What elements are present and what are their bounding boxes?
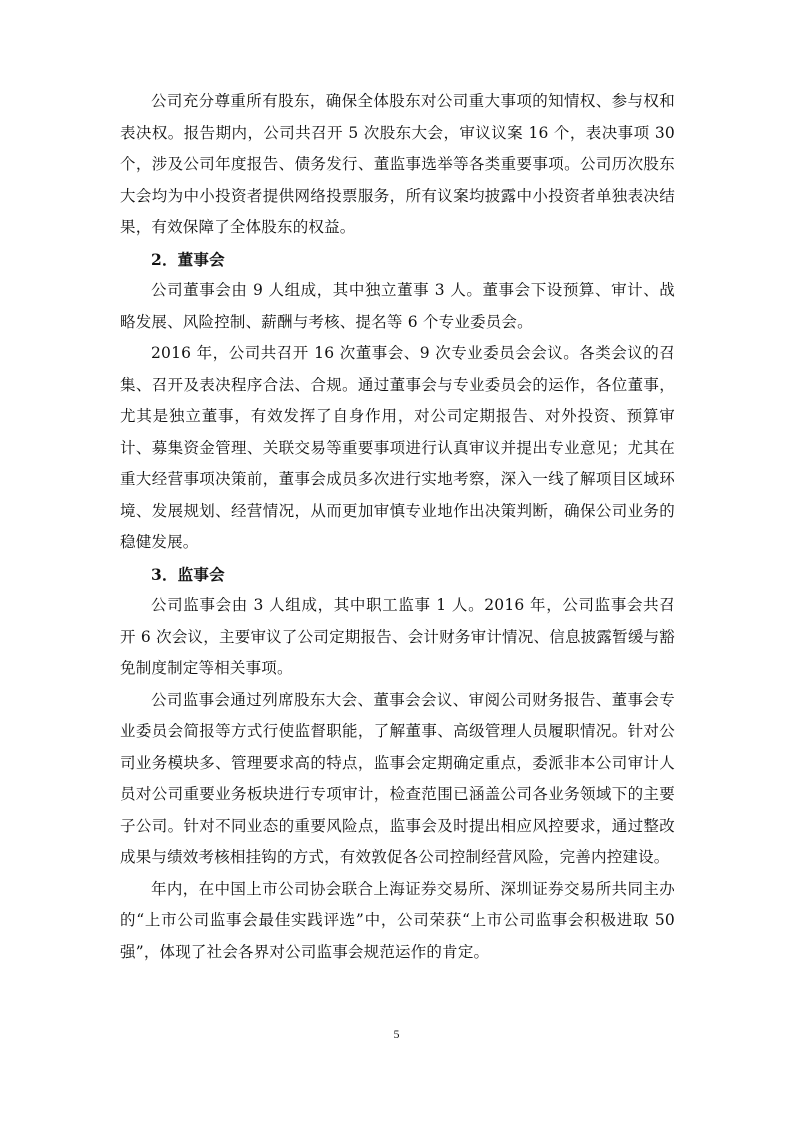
paragraph-board-composition: 公司董事会由 9 人组成，其中独立董事 3 人。董事会下设预算、审计、战略发展、风险控制、薪酬与考核、提名等 6 个专业委员会。 [120,281,675,331]
section-heading-board: 2．董事会 [151,249,225,269]
section-heading-supervisory: 3．监事会 [151,564,225,584]
paragraph-supervisory-composition: 公司监事会由 3 人组成，其中职工监事 1 人。2016 年，公司监事会共召开 6 次会议，主要审议了公司定期报告、会计财务审计情况、信息披露暂缓与豁免制度制定等相关事项。 [120,596,675,677]
body-text [120,86,675,968]
paragraph-board-meetings: 2016 年，公司共召开 16 次董事会、9 次专业委员会会议。各类会议的召集、召开及表决程序合法、合规。通过董事会与专业委员会的运作，各位董事，尤其是独立董事，有效发挥了自身作用，对公司定期报告、对外投资、预算审计、募集资金管理、关联交易等重要事项进行认真审议并提出专业意见；尤其在重大经营事项决策前，董事会成员多次进行实地考察，深入一线了解项目区域环境、发展规划、经营情况，从而更加审慎专业地作出决策判断，确保公司业务的稳健发展。 [120,344,675,551]
page-number: 5 [393,1027,400,1041]
paragraph-shareholders: 公司充分尊重所有股东，确保全体股东对公司重大事项的知情权、参与权和表决权。报告期内，公司共召开 5 次股东大会，审议议案 16 个，表决事项 30 个，涉及公司年度报告、债务发行、董监事选举等各类重要事项。公司历次股东大会均为中小投资者提供网络投票服务，所有议案均披露中小投资者单独表决结果，有效保障了全体股东的权益。 [120,92,675,236]
paragraph-supervisory-functions: 公司监事会通过列席股东大会、董事会会议、审阅公司财务报告、董事会专业委员会简报等方式行使监督职能，了解董事、高级管理人员履职情况。针对公司业务模块多、管理要求高的特点，监事会定期确定重点，委派非本公司审计人员对公司重要业务板块进行专项审计，检查范围已涵盖公司各业务领域下的主要子公司。针对不同业态的重要风险点，监事会及时提出相应风控要求，通过整改成果与绩效考核相挂钩的方式，有效敦促各公司控制经营风险，完善内控建设。 [120,690,675,866]
paragraph-award: 年内，在中国上市公司协会联合上海证券交易所、深圳证券交易所共同主办的“上市公司监事会最佳实践评选”中，公司荣获“上市公司监事会积极进取 50 强”，体现了社会各界对公司监事会规范运作的肯定。 [120,879,675,961]
